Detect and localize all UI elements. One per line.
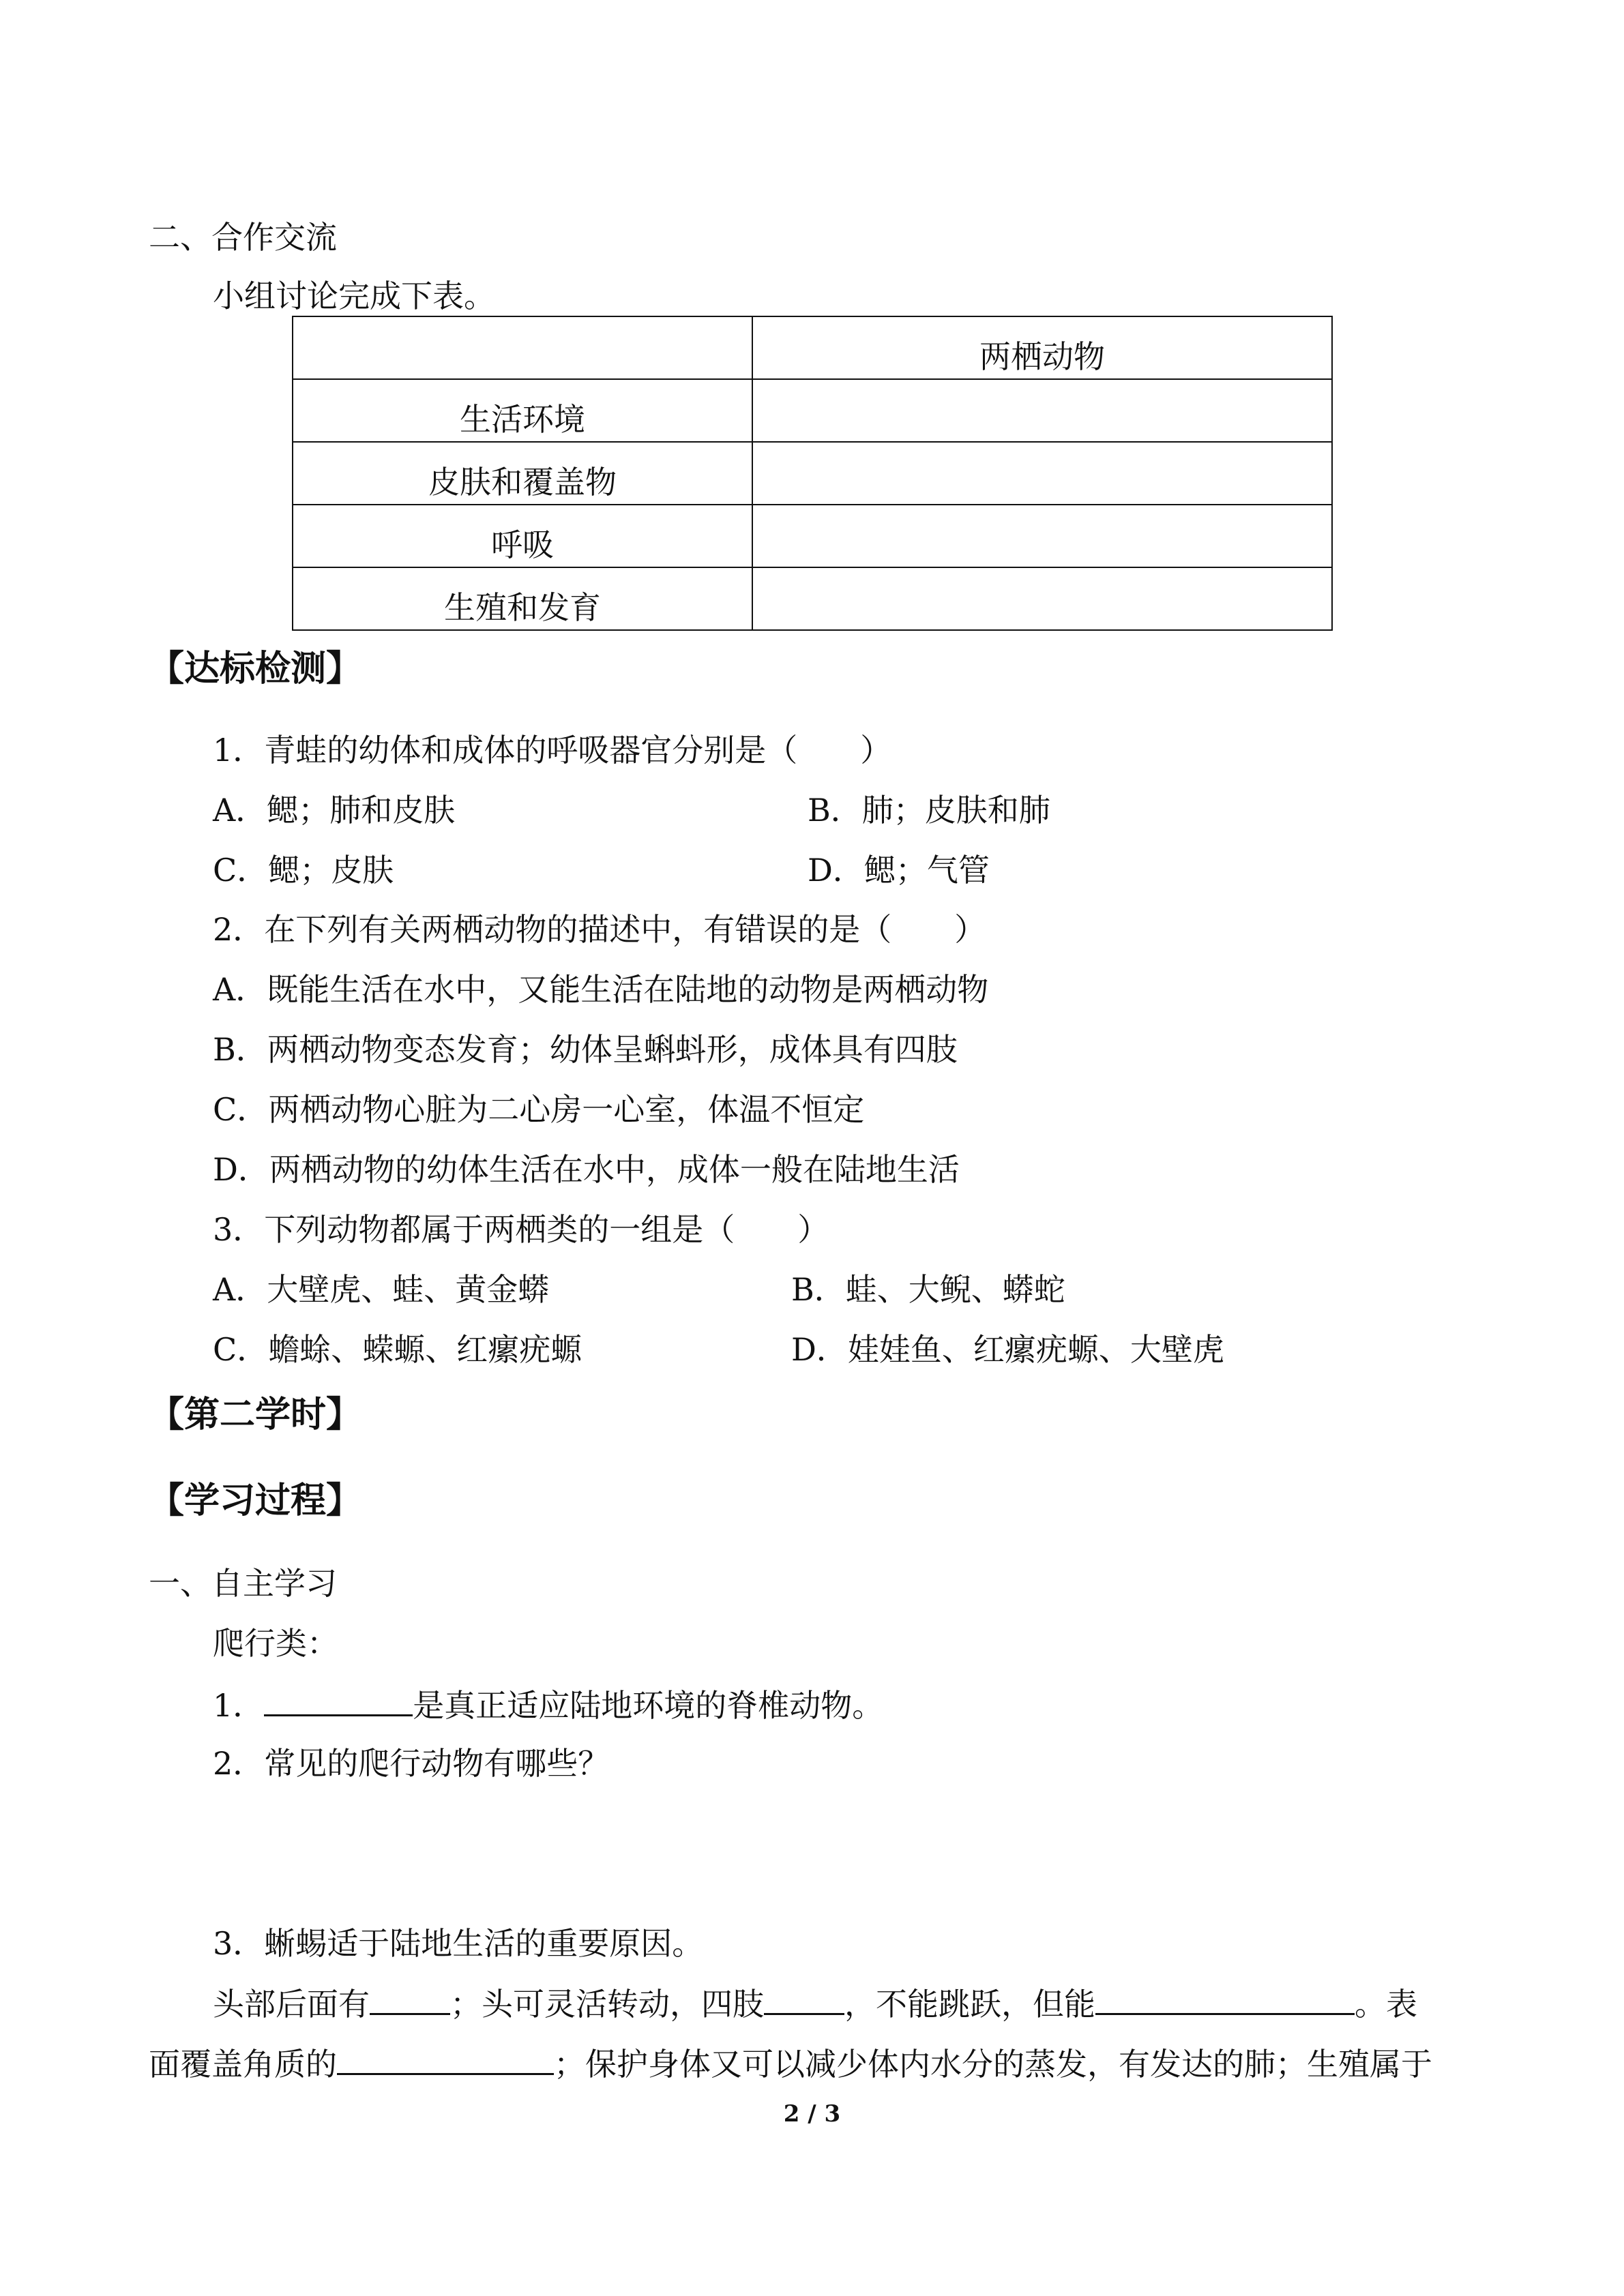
q3-option-c: C．蟾蜍、蝾螈、红瘰疣螈 (213, 1331, 582, 1368)
table-row-value[interactable] (752, 442, 1332, 505)
para-text: 。表 (1355, 1986, 1417, 2023)
section-cooperate-heading: 二、合作交流 (149, 219, 337, 256)
fill-blank[interactable] (337, 2042, 554, 2075)
item-1-prefix: 1． (213, 1687, 265, 1724)
fill-blank[interactable] (264, 1683, 413, 1716)
table-row-value[interactable] (752, 379, 1332, 442)
table-header-cell (293, 316, 752, 379)
paragraph-line-1 (213, 1982, 1417, 2025)
q1-option-c: C．鳃；皮肤 (213, 852, 394, 889)
table-intro: 小组讨论完成下表。 (213, 278, 495, 314)
table-row-label: 生活环境 (293, 379, 752, 442)
q1-option-d: D．鳃；气管 (808, 852, 990, 889)
table-row-label: 生殖和发育 (293, 567, 752, 630)
paragraph-line-2 (149, 2042, 1432, 2085)
q2-stem: 2．在下列有关两栖动物的描述中，有错误的是（ ） (213, 911, 986, 948)
item-1-text: 是真正适应陆地环境的脊椎动物。 (413, 1687, 884, 1724)
q1-stem: 1．青蛙的幼体和成体的呼吸器官分别是（ ） (213, 732, 892, 769)
para-text: ，不能跳跃，但能 (844, 1986, 1095, 2023)
q1-option-a: A．鳃；肺和皮肤 (213, 792, 456, 829)
table-row (293, 442, 1332, 505)
table-header-row (293, 316, 1332, 379)
table-row-label: 呼吸 (293, 505, 752, 567)
table-row-label: 皮肤和覆盖物 (293, 442, 752, 505)
q2-option-b: B．两栖动物变态发育；幼体呈蝌蚪形，成体具有四肢 (213, 1031, 958, 1068)
item-2: 2．常见的爬行动物有哪些？ (213, 1745, 610, 1782)
item-1 (213, 1683, 883, 1726)
table-row-value[interactable] (752, 505, 1332, 567)
item-3: 3．蜥蜴适于陆地生活的重要原因。 (213, 1925, 704, 1962)
q2-option-c: C．两栖动物心脏为二心房一心室，体温不恒定 (213, 1091, 865, 1128)
heading-lesson2: 【第二学时】 (149, 1395, 362, 1435)
para-text: 头部后面有 (213, 1986, 370, 2023)
para-text: 面覆盖角质的 (149, 2046, 337, 2083)
q2-option-a: A．既能生活在水中，又能生活在陆地的动物是两栖动物 (213, 971, 989, 1008)
q3-stem: 3．下列动物都属于两栖类的一组是（ ） (213, 1211, 829, 1248)
para-text: ；保护身体又可以减少体内水分的蒸发，有发达的肺；生殖属于 (554, 2046, 1432, 2083)
table-row (293, 567, 1332, 630)
table-row-value[interactable] (752, 567, 1332, 630)
q2-option-d: D．两栖动物的幼体生活在水中，成体一般在陆地生活 (213, 1151, 960, 1188)
table-header-cell: 两栖动物 (752, 316, 1332, 379)
heading-test: 【达标检测】 (149, 648, 362, 689)
q3-option-d: D．娃娃鱼、红瘰疣螈、大壁虎 (791, 1331, 1224, 1368)
table-row (293, 379, 1332, 442)
heading-process: 【学习过程】 (149, 1480, 362, 1521)
fill-blank[interactable] (1095, 1982, 1355, 2015)
reptile-label: 爬行类： (213, 1625, 338, 1662)
amphibian-table (292, 316, 1333, 631)
fill-blank[interactable] (370, 1982, 450, 2015)
q3-option-a: A．大壁虎、蛙、黄金蟒 (213, 1271, 550, 1308)
section-self-heading: 一、自主学习 (149, 1565, 337, 1602)
q3-option-b: B．蛙、大鲵、蟒蛇 (791, 1271, 1065, 1308)
table-row (293, 505, 1332, 567)
q1-option-b: B．肺；皮肤和肺 (808, 792, 1050, 829)
fill-blank[interactable] (764, 1982, 844, 2015)
page-number: 2 / 3 (783, 2100, 841, 2128)
para-text: ；头可灵活转动，四肢 (450, 1986, 764, 2023)
